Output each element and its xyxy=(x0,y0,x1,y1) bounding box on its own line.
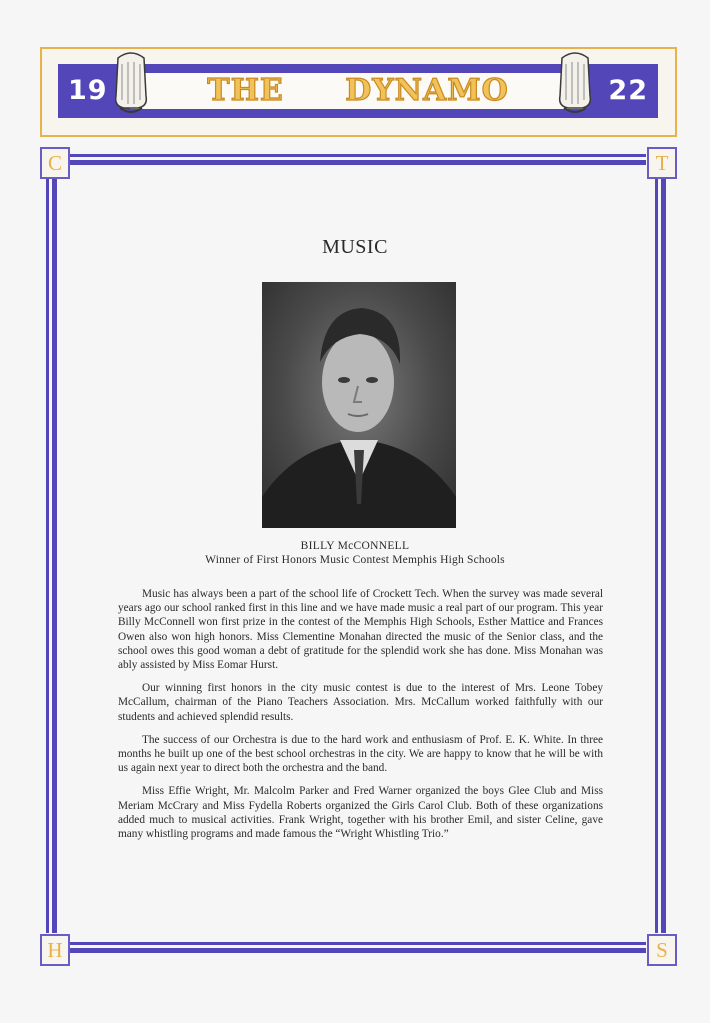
paragraph: Music has always been a part of the school life of Crockett Tech. When the survey was made several years ago our school ranked first in this line and we have made music a real part of our program. This year Billy McConnell won first prize in the contest of the Memphis High Schools, Esther Mattice and Frances Owen also won high honors. Miss Clementine Monahan directed the music of the Senior class, and the school owes this good woman a debt of gratitude for the splendid work she has done. Miss Monahan was ably assisted by Miss Eomar Hurst. xyxy=(118,588,603,672)
paragraph: The success of our Orchestra is due to the hard work and enthusiasm of Prof. E. K. White. In three months he built up one of the best school orchestras in the city. We are happy to know that he will be with us again next year to direct both the orchestra and the band. xyxy=(118,733,603,775)
header-banner xyxy=(40,47,677,137)
banner-title-panel xyxy=(130,73,586,109)
banner-title: THE DYNAMO xyxy=(207,73,509,108)
portrait-figure xyxy=(262,282,456,528)
portrait-photo xyxy=(262,282,456,528)
year-left: 19 xyxy=(68,75,108,106)
corner-letter-c: C xyxy=(40,147,70,179)
banner-band xyxy=(58,64,658,118)
year-right: 22 xyxy=(608,75,648,106)
frame-bottom-rule xyxy=(70,942,646,953)
corner-letter-h: H xyxy=(40,934,70,966)
photo-caption-subtitle: Winner of First Honors Music Contest Memphis High Schools xyxy=(205,554,505,566)
frame-top-rule xyxy=(70,154,646,165)
page-title: MUSIC xyxy=(322,236,388,258)
paragraph: Miss Effie Wright, Mr. Malcolm Parker and Fred Warner organized the boys Glee Club and Miss Meriam McCrary and Miss Fydella Roberts organized the Girls Carol Club. Both of these organizations added much to musical activities. Frank Wright, together with his brother Emil, and sister Celine, gave many whistling programs and made famous the “Wright Whistling Trio.” xyxy=(118,785,603,841)
photo-caption-name: BILLY McCONNELL xyxy=(300,540,410,552)
corner-letter-t: T xyxy=(647,147,677,179)
article-body xyxy=(118,587,603,850)
dynamo-bell-icon xyxy=(108,50,154,120)
dynamo-bell-icon xyxy=(552,50,598,120)
paragraph: Our winning first honors in the city music contest is due to the interest of Mrs. Leone Tobey McCallum, chairman of the Piano Teachers Association. Mrs. McCallum worked faithfully with our students and achieved splendid results. xyxy=(118,682,603,723)
corner-letter-s: S xyxy=(647,934,677,966)
